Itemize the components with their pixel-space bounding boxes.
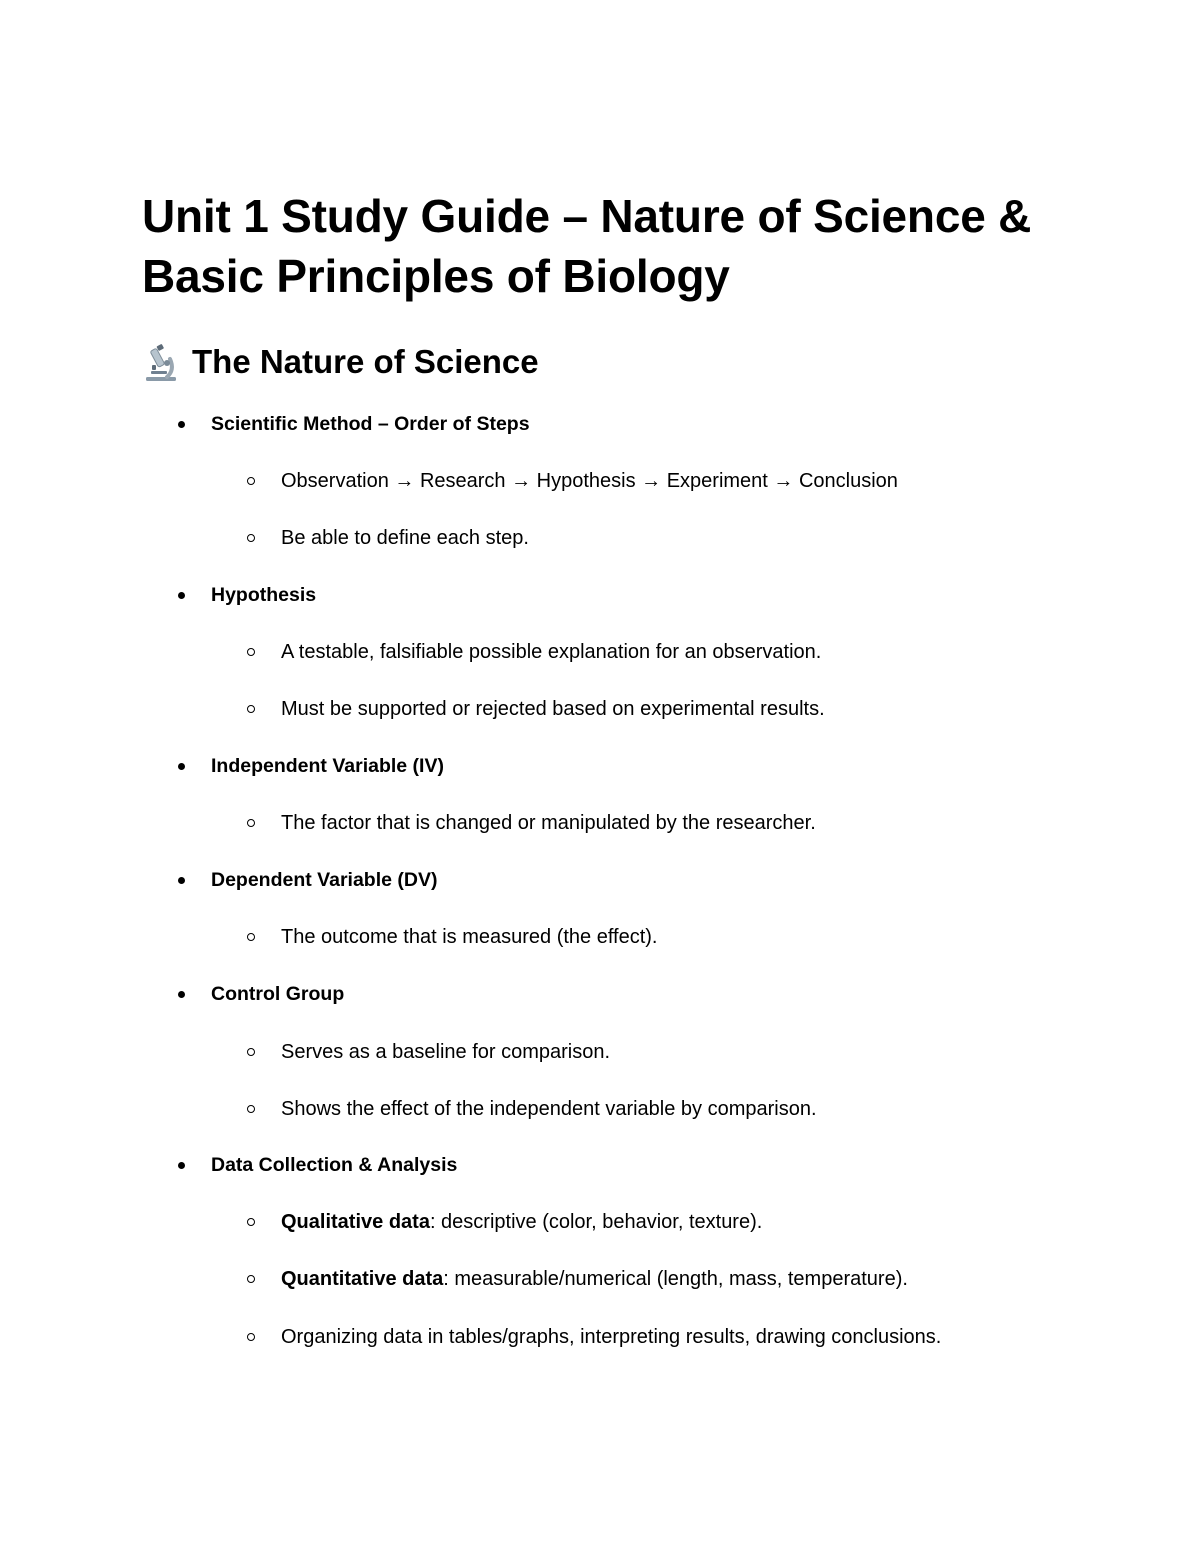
list-item-label: Hypothesis bbox=[211, 584, 317, 606]
list-subitem bbox=[247, 523, 529, 553]
bullet-circle bbox=[247, 1048, 255, 1056]
list-item-label: Independent Variable (IV) bbox=[211, 755, 444, 777]
document-title: Unit 1 Study Guide – Nature of Science & Basic Principles of Biology bbox=[142, 190, 1032, 302]
list-subitem-text bbox=[281, 1264, 908, 1294]
list-subitem-text: The outcome that is measured (the effect). bbox=[281, 926, 658, 948]
bullet-disc bbox=[178, 592, 185, 599]
list-subitem-text: Shows the effect of the independent variable by comparison. bbox=[281, 1098, 817, 1120]
microscope-icon bbox=[142, 344, 182, 384]
list-subitem bbox=[247, 1322, 941, 1352]
list-subitem-text: Be able to define each step. bbox=[281, 527, 529, 549]
list-item bbox=[178, 865, 437, 895]
list-subitem bbox=[247, 1207, 762, 1237]
bullet-circle bbox=[247, 477, 255, 485]
list-item bbox=[178, 1150, 457, 1180]
list-subitem-text: Organizing data in tables/graphs, interpreting results, drawing conclusions. bbox=[281, 1326, 942, 1348]
bullet-circle bbox=[247, 648, 255, 656]
bullet-disc bbox=[178, 763, 185, 770]
list-item-label: Scientific Method – Order of Steps bbox=[211, 413, 530, 435]
list-subitem bbox=[247, 808, 816, 838]
list-item bbox=[178, 580, 316, 610]
list-subitem-text bbox=[281, 1207, 762, 1237]
term-definition: : measurable/numerical (length, mass, temperature). bbox=[443, 1268, 908, 1290]
list-subitem-text: Serves as a baseline for comparison. bbox=[281, 1041, 611, 1063]
list-subitem bbox=[247, 922, 657, 952]
bullet-disc bbox=[178, 1162, 185, 1169]
bullet-circle bbox=[247, 1275, 255, 1283]
list-subitem-text: A testable, falsifiable possible explanation for an observation. bbox=[281, 641, 822, 663]
list-item-label: Control Group bbox=[211, 983, 345, 1005]
list-subitem-text: Must be supported or rejected based on experimental results. bbox=[281, 698, 825, 720]
term-quantitative: Quantitative data bbox=[281, 1268, 444, 1290]
section-heading bbox=[142, 338, 539, 386]
term-definition: : descriptive (color, behavior, texture). bbox=[429, 1211, 763, 1233]
bullet-disc bbox=[178, 421, 185, 428]
bullet-disc bbox=[178, 877, 185, 884]
bullet-circle bbox=[247, 534, 255, 542]
list-subitem bbox=[247, 694, 825, 724]
list-item bbox=[178, 979, 344, 1009]
term-qualitative: Qualitative data bbox=[281, 1211, 430, 1233]
bullet-circle bbox=[247, 933, 255, 941]
section-heading-text: The Nature of Science bbox=[192, 343, 539, 380]
list-subitem bbox=[247, 637, 821, 667]
bullet-disc bbox=[178, 991, 185, 998]
bullet-circle bbox=[247, 819, 255, 827]
list-subitem bbox=[247, 1264, 908, 1294]
list-item bbox=[178, 751, 444, 781]
list-item bbox=[178, 409, 530, 439]
list-item-label: Dependent Variable (DV) bbox=[211, 869, 438, 891]
list-subitem bbox=[247, 466, 898, 496]
bullet-circle bbox=[247, 1218, 255, 1226]
bullet-circle bbox=[247, 705, 255, 713]
bullet-circle bbox=[247, 1333, 255, 1341]
list-subitem-text: The factor that is changed or manipulated by the researcher. bbox=[281, 812, 816, 834]
bullet-circle bbox=[247, 1105, 255, 1113]
list-item-label: Data Collection & Analysis bbox=[211, 1154, 458, 1176]
list-subitem bbox=[247, 1037, 610, 1067]
list-subitem bbox=[247, 1094, 817, 1124]
list-subitem-text: Observation → Research → Hypothesis → Experiment → Conclusion bbox=[281, 470, 898, 492]
